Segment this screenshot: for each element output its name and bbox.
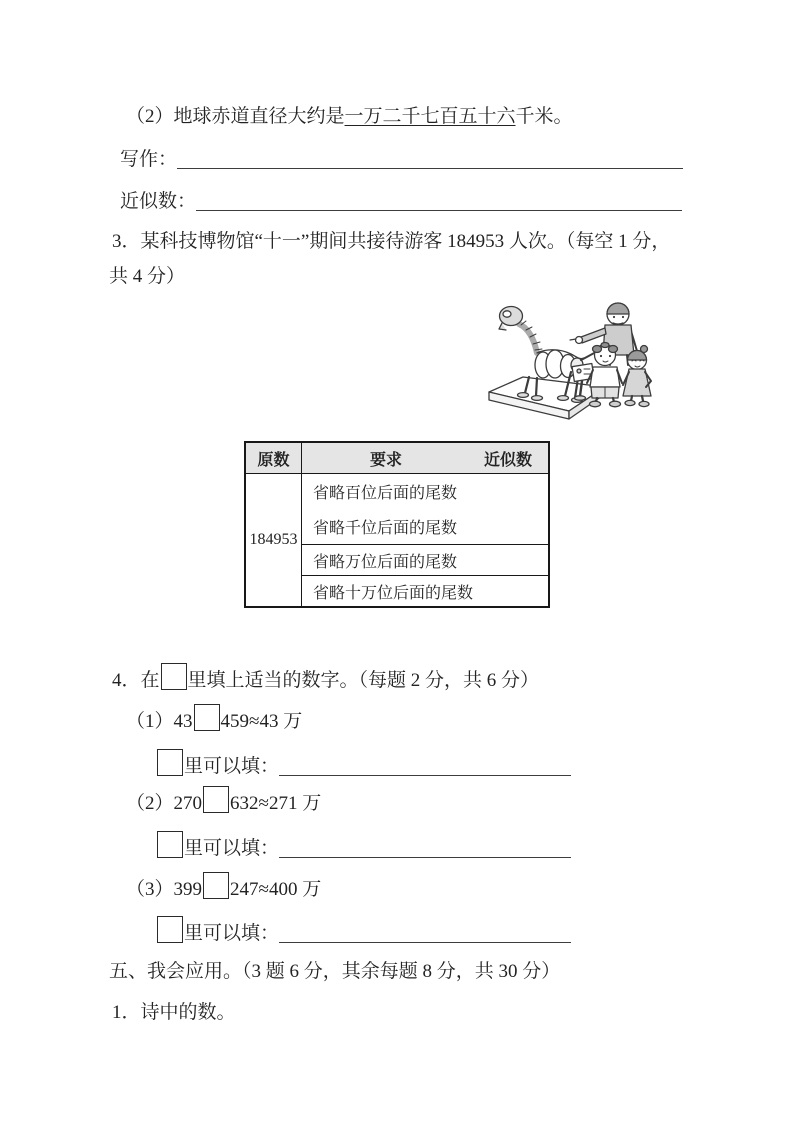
q4-stem-before: 4．在 <box>112 670 160 691</box>
q4-fill-2 <box>156 831 571 861</box>
q3-stem-line1: 3．某科技博物馆“十一”期间共接待游客 184953 人次。（每空 1 分， <box>112 231 671 252</box>
requirement-cell-thousands: 省略千位后面的尾数 <box>302 509 550 545</box>
item-after-box: 459≈43 万 <box>220 711 303 732</box>
number-box <box>203 786 229 813</box>
q2-sentence <box>126 104 573 129</box>
requirement-cell-ten-thousands: 省略万位后面的尾数 <box>302 545 550 576</box>
q4-stem-after: 里填上适当的数字。（每题 2 分，共 6 分） <box>187 670 540 691</box>
number-box <box>157 916 183 943</box>
write-blank-line <box>177 148 683 169</box>
table-header-row <box>245 442 549 474</box>
q4-item-1 <box>126 704 302 734</box>
table-row <box>245 474 549 510</box>
fill-label: 里可以填： <box>184 756 280 777</box>
q2-underlined-number: 一万二千七百五十六 <box>344 106 516 127</box>
number-box <box>161 663 187 690</box>
fill-blank-line <box>279 837 571 858</box>
number-box <box>203 872 229 899</box>
item-number: （1） <box>126 711 174 732</box>
q2-suffix: 千米。 <box>515 106 573 127</box>
item-number: （2） <box>126 793 174 814</box>
original-number-header: 原数 <box>245 442 302 474</box>
approx-label: 近似数： <box>120 191 197 212</box>
q4-fill-1 <box>156 749 571 779</box>
q2-write-line <box>120 147 683 172</box>
approx-blank-line <box>196 190 682 211</box>
q3-stem-line2: 共 4 分） <box>109 266 186 287</box>
section5-heading: 五、我会应用。（3 题 6 分，其余每题 8 分，共 30 分） <box>109 961 561 982</box>
requirement-approx-header <box>302 442 550 474</box>
fill-blank-line <box>279 922 571 943</box>
item-number: （3） <box>126 879 174 900</box>
museum-illustration <box>485 297 685 423</box>
fill-label: 里可以填： <box>184 838 280 859</box>
fill-blank-line <box>279 755 571 776</box>
number-box <box>157 831 183 858</box>
q2-approx-line <box>120 189 682 214</box>
item-after-box: 247≈400 万 <box>230 879 322 900</box>
q4-item-3 <box>126 872 321 902</box>
q4-item-2 <box>126 786 321 816</box>
item-before-box: 270 <box>173 793 203 814</box>
requirement-cell-hundred-thousands: 省略十万位后面的尾数 <box>313 584 474 602</box>
original-number-cell: 184953 <box>245 474 302 608</box>
item-after-box: 632≈271 万 <box>230 793 322 814</box>
q4-fill-3 <box>156 916 571 946</box>
item-before-box: 399 <box>173 879 203 900</box>
write-label: 写作： <box>120 149 178 170</box>
approx-header-label: 近似数 <box>483 451 532 469</box>
number-box <box>157 749 183 776</box>
section5-item-1: 1．诗中的数。 <box>112 1002 236 1023</box>
item-before-box: 43 <box>173 711 193 732</box>
requirement-cell-hundreds: 省略百位后面的尾数 <box>313 485 458 502</box>
fill-label: 里可以填： <box>184 923 280 944</box>
requirement-header-label: 要求 <box>370 451 403 469</box>
rounding-table <box>244 441 550 608</box>
q4-stem <box>112 663 539 693</box>
number-box <box>194 704 220 731</box>
q2-prefix: （2）地球赤道直径大约是 <box>126 106 345 127</box>
